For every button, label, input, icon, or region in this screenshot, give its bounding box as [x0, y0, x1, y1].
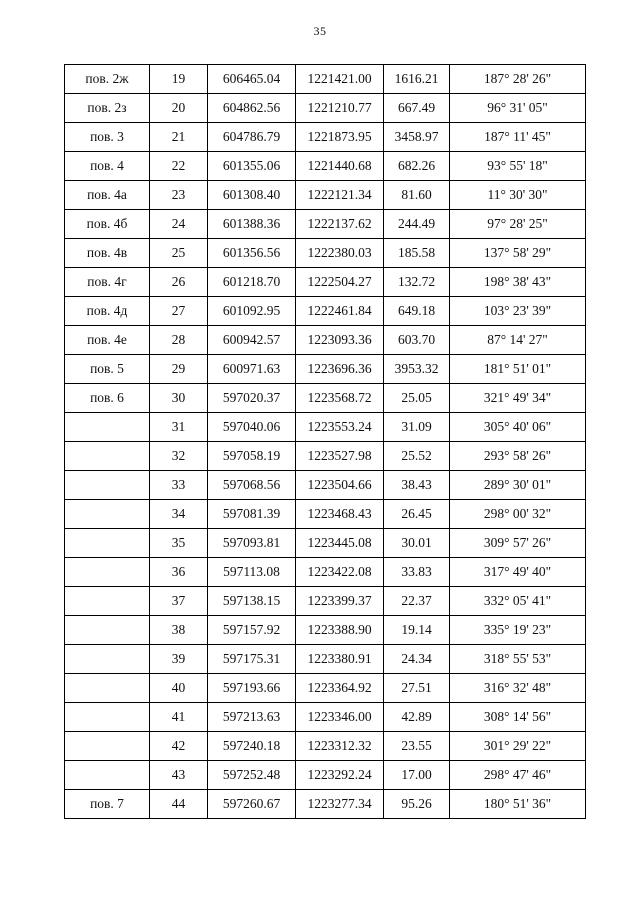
table-row [65, 471, 586, 500]
table-row [65, 94, 586, 123]
table-row [65, 152, 586, 181]
table-row [65, 732, 586, 761]
table-row [65, 326, 586, 355]
x-coordinate-cell: 600942.57 [208, 326, 296, 355]
point-number-cell: 28 [150, 326, 208, 355]
table-row [65, 123, 586, 152]
y-coordinate-cell: 1223422.08 [296, 558, 384, 587]
direction-angle-cell: 316° 32' 48" [450, 674, 586, 703]
y-coordinate-cell: 1223445.08 [296, 529, 384, 558]
x-coordinate-cell: 597175.31 [208, 645, 296, 674]
turn-point-label-cell [65, 645, 150, 674]
turn-point-label-cell: пов. 6 [65, 384, 150, 413]
point-number-cell: 35 [150, 529, 208, 558]
x-coordinate-cell: 597213.63 [208, 703, 296, 732]
table-row [65, 674, 586, 703]
x-coordinate-cell: 601356.56 [208, 239, 296, 268]
y-coordinate-cell: 1222137.62 [296, 210, 384, 239]
point-number-cell: 37 [150, 587, 208, 616]
point-number-cell: 26 [150, 268, 208, 297]
y-coordinate-cell: 1221440.68 [296, 152, 384, 181]
x-coordinate-cell: 597193.66 [208, 674, 296, 703]
x-coordinate-cell: 597138.15 [208, 587, 296, 616]
distance-cell: 19.14 [384, 616, 450, 645]
direction-angle-cell: 97° 28' 25" [450, 210, 586, 239]
coordinates-table [64, 64, 586, 819]
point-number-cell: 40 [150, 674, 208, 703]
x-coordinate-cell: 597081.39 [208, 500, 296, 529]
turn-point-label-cell [65, 442, 150, 471]
x-coordinate-cell: 601308.40 [208, 181, 296, 210]
turn-point-label-cell: пов. 4д [65, 297, 150, 326]
direction-angle-cell: 93° 55' 18" [450, 152, 586, 181]
direction-angle-cell: 321° 49' 34" [450, 384, 586, 413]
table-row [65, 645, 586, 674]
distance-cell: 667.49 [384, 94, 450, 123]
distance-cell: 3953.32 [384, 355, 450, 384]
y-coordinate-cell: 1223346.00 [296, 703, 384, 732]
y-coordinate-cell: 1221421.00 [296, 65, 384, 94]
turn-point-label-cell: пов. 7 [65, 790, 150, 819]
y-coordinate-cell: 1223277.34 [296, 790, 384, 819]
turn-point-label-cell [65, 558, 150, 587]
x-coordinate-cell: 600971.63 [208, 355, 296, 384]
table-row [65, 558, 586, 587]
point-number-cell: 38 [150, 616, 208, 645]
turn-point-label-cell: пов. 4 [65, 152, 150, 181]
direction-angle-cell: 301° 29' 22" [450, 732, 586, 761]
table-row [65, 616, 586, 645]
table-row [65, 761, 586, 790]
x-coordinate-cell: 597040.06 [208, 413, 296, 442]
turn-point-label-cell: пов. 2ж [65, 65, 150, 94]
point-number-cell: 30 [150, 384, 208, 413]
direction-angle-cell: 335° 19' 23" [450, 616, 586, 645]
distance-cell: 95.26 [384, 790, 450, 819]
direction-angle-cell: 180° 51' 36" [450, 790, 586, 819]
distance-cell: 649.18 [384, 297, 450, 326]
turn-point-label-cell [65, 674, 150, 703]
x-coordinate-cell: 597058.19 [208, 442, 296, 471]
y-coordinate-cell: 1223696.36 [296, 355, 384, 384]
direction-angle-cell: 298° 00' 32" [450, 500, 586, 529]
y-coordinate-cell: 1223388.90 [296, 616, 384, 645]
distance-cell: 38.43 [384, 471, 450, 500]
direction-angle-cell: 11° 30' 30" [450, 181, 586, 210]
distance-cell: 27.51 [384, 674, 450, 703]
y-coordinate-cell: 1223093.36 [296, 326, 384, 355]
point-number-cell: 36 [150, 558, 208, 587]
turn-point-label-cell: пов. 4а [65, 181, 150, 210]
point-number-cell: 20 [150, 94, 208, 123]
turn-point-label-cell: пов. 4е [65, 326, 150, 355]
direction-angle-cell: 187° 11' 45" [450, 123, 586, 152]
distance-cell: 3458.97 [384, 123, 450, 152]
turn-point-label-cell: пов. 3 [65, 123, 150, 152]
point-number-cell: 43 [150, 761, 208, 790]
distance-cell: 185.58 [384, 239, 450, 268]
direction-angle-cell: 317° 49' 40" [450, 558, 586, 587]
direction-angle-cell: 318° 55' 53" [450, 645, 586, 674]
y-coordinate-cell: 1223312.32 [296, 732, 384, 761]
y-coordinate-cell: 1223504.66 [296, 471, 384, 500]
turn-point-label-cell: пов. 4г [65, 268, 150, 297]
point-number-cell: 23 [150, 181, 208, 210]
turn-point-label-cell [65, 616, 150, 645]
direction-angle-cell: 181° 51' 01" [450, 355, 586, 384]
x-coordinate-cell: 597240.18 [208, 732, 296, 761]
x-coordinate-cell: 597260.67 [208, 790, 296, 819]
turn-point-label-cell [65, 500, 150, 529]
turn-point-label-cell: пов. 5 [65, 355, 150, 384]
page-number: 35 [313, 24, 327, 38]
y-coordinate-cell: 1222461.84 [296, 297, 384, 326]
turn-point-label-cell: пов. 2з [65, 94, 150, 123]
table-row [65, 297, 586, 326]
point-number-cell: 24 [150, 210, 208, 239]
direction-angle-cell: 198° 38' 43" [450, 268, 586, 297]
point-number-cell: 21 [150, 123, 208, 152]
distance-cell: 33.83 [384, 558, 450, 587]
y-coordinate-cell: 1221210.77 [296, 94, 384, 123]
table-row [65, 210, 586, 239]
point-number-cell: 25 [150, 239, 208, 268]
y-coordinate-cell: 1223364.92 [296, 674, 384, 703]
point-number-cell: 19 [150, 65, 208, 94]
table-row [65, 239, 586, 268]
x-coordinate-cell: 604786.79 [208, 123, 296, 152]
distance-cell: 682.26 [384, 152, 450, 181]
distance-cell: 25.52 [384, 442, 450, 471]
direction-angle-cell: 137° 58' 29" [450, 239, 586, 268]
x-coordinate-cell: 597252.48 [208, 761, 296, 790]
direction-angle-cell: 187° 28' 26" [450, 65, 586, 94]
x-coordinate-cell: 597093.81 [208, 529, 296, 558]
direction-angle-cell: 289° 30' 01" [450, 471, 586, 500]
table-row [65, 442, 586, 471]
y-coordinate-cell: 1223399.37 [296, 587, 384, 616]
direction-angle-cell: 87° 14' 27" [450, 326, 586, 355]
x-coordinate-cell: 606465.04 [208, 65, 296, 94]
distance-cell: 17.00 [384, 761, 450, 790]
table-row [65, 500, 586, 529]
table-row [65, 181, 586, 210]
x-coordinate-cell: 601388.36 [208, 210, 296, 239]
table-row [65, 384, 586, 413]
y-coordinate-cell: 1223568.72 [296, 384, 384, 413]
x-coordinate-cell: 604862.56 [208, 94, 296, 123]
y-coordinate-cell: 1223468.43 [296, 500, 384, 529]
point-number-cell: 41 [150, 703, 208, 732]
turn-point-label-cell [65, 761, 150, 790]
distance-cell: 22.37 [384, 587, 450, 616]
distance-cell: 26.45 [384, 500, 450, 529]
direction-angle-cell: 308° 14' 56" [450, 703, 586, 732]
direction-angle-cell: 103° 23' 39" [450, 297, 586, 326]
point-number-cell: 39 [150, 645, 208, 674]
y-coordinate-cell: 1223527.98 [296, 442, 384, 471]
turn-point-label-cell [65, 529, 150, 558]
point-number-cell: 27 [150, 297, 208, 326]
point-number-cell: 22 [150, 152, 208, 181]
turn-point-label-cell: пов. 4б [65, 210, 150, 239]
turn-point-label-cell [65, 471, 150, 500]
point-number-cell: 34 [150, 500, 208, 529]
table-row [65, 413, 586, 442]
y-coordinate-cell: 1222380.03 [296, 239, 384, 268]
point-number-cell: 31 [150, 413, 208, 442]
x-coordinate-cell: 597113.08 [208, 558, 296, 587]
turn-point-label-cell [65, 732, 150, 761]
direction-angle-cell: 332° 05' 41" [450, 587, 586, 616]
distance-cell: 132.72 [384, 268, 450, 297]
table-row [65, 703, 586, 732]
y-coordinate-cell: 1222121.34 [296, 181, 384, 210]
direction-angle-cell: 293° 58' 26" [450, 442, 586, 471]
x-coordinate-cell: 597020.37 [208, 384, 296, 413]
point-number-cell: 29 [150, 355, 208, 384]
distance-cell: 31.09 [384, 413, 450, 442]
direction-angle-cell: 96° 31' 05" [450, 94, 586, 123]
x-coordinate-cell: 601218.70 [208, 268, 296, 297]
distance-cell: 25.05 [384, 384, 450, 413]
point-number-cell: 33 [150, 471, 208, 500]
x-coordinate-cell: 597068.56 [208, 471, 296, 500]
distance-cell: 1616.21 [384, 65, 450, 94]
turn-point-label-cell [65, 703, 150, 732]
direction-angle-cell: 305° 40' 06" [450, 413, 586, 442]
distance-cell: 603.70 [384, 326, 450, 355]
distance-cell: 30.01 [384, 529, 450, 558]
distance-cell: 23.55 [384, 732, 450, 761]
table-row [65, 529, 586, 558]
point-number-cell: 42 [150, 732, 208, 761]
direction-angle-cell: 298° 47' 46" [450, 761, 586, 790]
y-coordinate-cell: 1223292.24 [296, 761, 384, 790]
y-coordinate-cell: 1222504.27 [296, 268, 384, 297]
point-number-cell: 44 [150, 790, 208, 819]
y-coordinate-cell: 1221873.95 [296, 123, 384, 152]
table-row [65, 355, 586, 384]
point-number-cell: 32 [150, 442, 208, 471]
turn-point-label-cell [65, 413, 150, 442]
x-coordinate-cell: 601355.06 [208, 152, 296, 181]
direction-angle-cell: 309° 57' 26" [450, 529, 586, 558]
table-row [65, 790, 586, 819]
y-coordinate-cell: 1223553.24 [296, 413, 384, 442]
turn-point-label-cell [65, 587, 150, 616]
y-coordinate-cell: 1223380.91 [296, 645, 384, 674]
distance-cell: 42.89 [384, 703, 450, 732]
distance-cell: 81.60 [384, 181, 450, 210]
table-row [65, 65, 586, 94]
table-row [65, 268, 586, 297]
x-coordinate-cell: 597157.92 [208, 616, 296, 645]
x-coordinate-cell: 601092.95 [208, 297, 296, 326]
table-row [65, 587, 586, 616]
distance-cell: 24.34 [384, 645, 450, 674]
distance-cell: 244.49 [384, 210, 450, 239]
turn-point-label-cell: пов. 4в [65, 239, 150, 268]
coordinates-table-body [65, 65, 586, 819]
